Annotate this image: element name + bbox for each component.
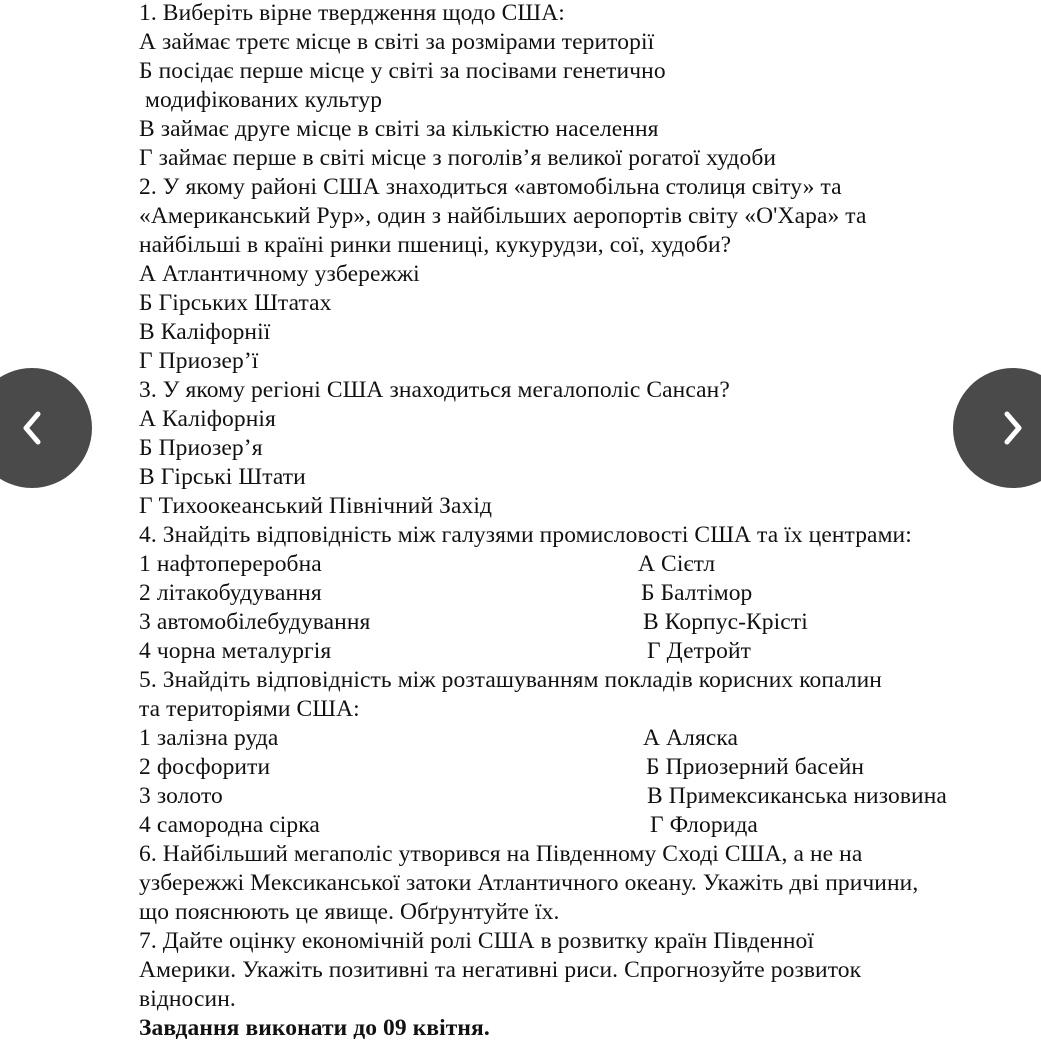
- q5-left-3: 3 золото: [139, 783, 223, 809]
- question-7-text-line2: Америки. Укажіть позитивні та негативні риси. Спрогнозуйте розвиток: [139, 957, 862, 983]
- q2-option-a: А Атлантичному узбережжі: [139, 261, 420, 287]
- question-6-text-line2: узбережжі Мексиканської затоки Атлантичного океану. Укажіть дві причини,: [139, 870, 919, 896]
- q4-left-1: 1 нафтопереробна: [139, 551, 322, 577]
- question-6-text-line3: що пояснюють це явище. Обґрунтуйте їх.: [139, 899, 560, 925]
- q4-right-v: В Корпус-Крісті: [643, 609, 808, 635]
- q1-option-b: Б посідає перше місце у світі за посівами генетично: [139, 58, 666, 84]
- q4-left-4: 4 чорна металургія: [139, 638, 332, 664]
- q5-right-b: Б Приозерний басейн: [646, 754, 865, 780]
- q3-option-b: Б Приозер’я: [139, 435, 263, 461]
- question-5-title-line2: та територіями США:: [139, 696, 360, 722]
- question-2-title-line3: найбільші в країні ринки пшениці, кукурудзи, сої, худоби?: [139, 232, 732, 258]
- question-1-title: 1. Виберіть вірне твердження щодо США:: [139, 0, 565, 26]
- q4-left-2: 2 літакобудування: [139, 580, 322, 606]
- q4-right-a: А Сієтл: [638, 551, 716, 577]
- q1-option-g: Г займає перше в світі місце з поголів’я великої рогатої худоби: [139, 145, 777, 171]
- q3-option-a: А Каліфорнія: [139, 406, 276, 432]
- deadline-note: Завдання виконати до 09 квітня.: [139, 1015, 490, 1041]
- q5-right-g: Г Флорида: [650, 812, 758, 838]
- question-4-title: 4. Знайдіть відповідність між галузями промисловості США та їх центрами:: [139, 522, 912, 548]
- chevron-right-icon: [1001, 408, 1025, 448]
- question-3-title: 3. У якому регіоні США знаходиться мегалополіс Сансан?: [139, 377, 730, 403]
- question-7-text: 7. Дайте оцінку економічній ролі США в розвитку країн Південної: [139, 928, 814, 954]
- q5-left-4: 4 самородна сірка: [139, 812, 320, 838]
- q5-right-v: В Примексиканська низовина: [647, 783, 947, 809]
- q5-right-a: А Аляска: [643, 725, 739, 751]
- q3-option-v: В Гірські Штати: [139, 464, 306, 490]
- q4-right-b: Б Балтімор: [641, 580, 753, 606]
- q1-option-b-cont: модифікованих культур: [145, 87, 383, 113]
- q3-option-g: Г Тихоокеанський Північний Захід: [139, 493, 493, 519]
- question-2-title-line2: «Американський Рур», один з найбільших аеропортів світу «О'Хара» та: [139, 203, 867, 229]
- q4-left-3: 3 автомобілебудування: [139, 609, 371, 635]
- question-5-title: 5. Знайдіть відповідність між розташуванням покладів корисних копалин: [139, 667, 882, 693]
- q4-right-g: Г Детройт: [647, 638, 752, 664]
- q1-option-a: А займає третє місце в світі за розмірами території: [139, 29, 655, 55]
- chevron-left-icon: [20, 408, 44, 448]
- q5-left-2: 2 фосфорити: [139, 754, 271, 780]
- q2-option-v: В Каліфорнії: [139, 319, 271, 345]
- question-7-text-line3: відносин.: [139, 986, 236, 1012]
- q5-left-1: 1 залізна руда: [139, 725, 279, 751]
- question-6-text: 6. Найбільший мегаполіс утворився на Південному Сході США, а не на: [139, 841, 863, 867]
- q1-option-v: В займає друге місце в світі за кількістю населення: [139, 116, 659, 142]
- q2-option-g: Г Приозер’ї: [139, 348, 259, 374]
- q2-option-b: Б Гірських Штатах: [139, 290, 332, 316]
- question-2-title: 2. У якому районі США знаходиться «автомобільна столиця світу» та: [139, 174, 842, 200]
